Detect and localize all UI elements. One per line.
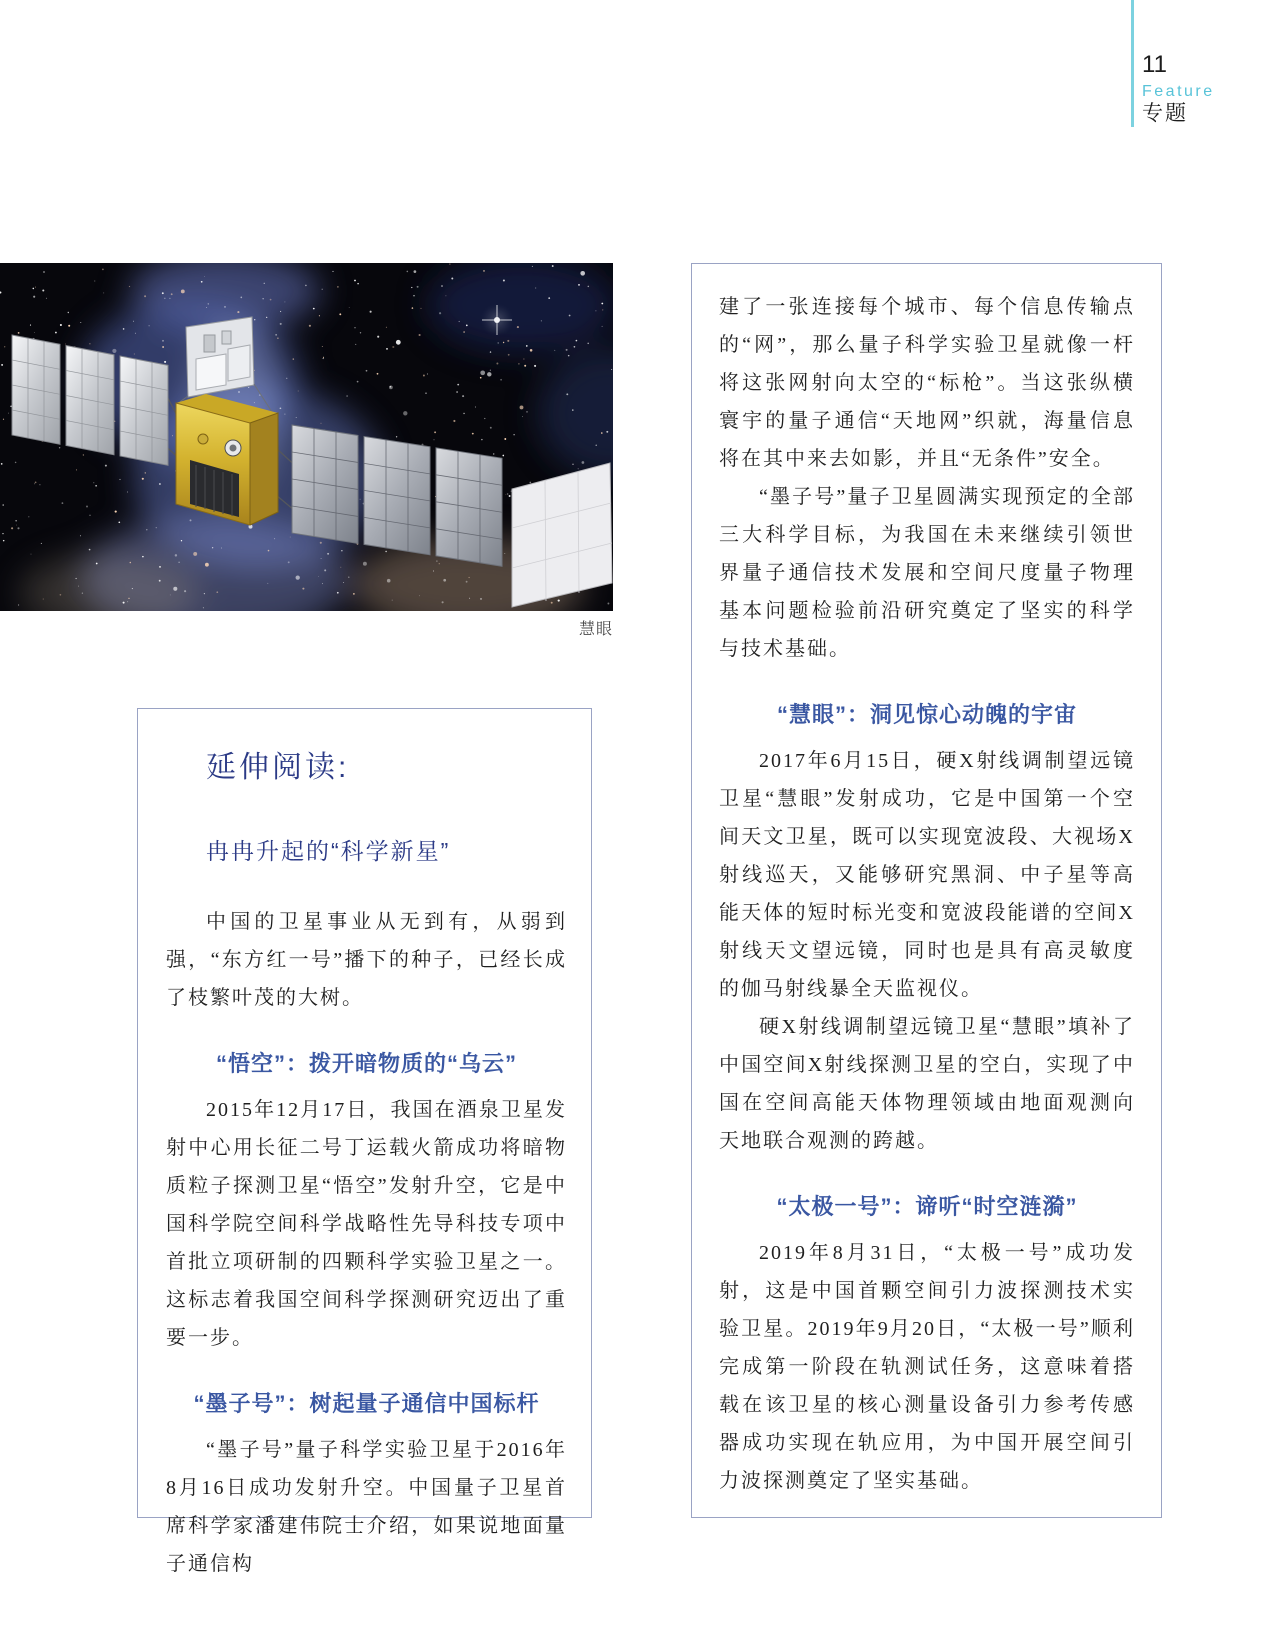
section-heading: “慧眼”：洞见惊心动魄的宇宙	[776, 702, 1077, 727]
body-paragraph: 2019年8月31日，“太极一号”成功发射，这是中国首颗空间引力波探测技术实验卫星。2019年9月20日，“太极一号”顺利完成第一阶段在轨测试任务，这意味着搭载在该卫星的核心测量设备引力参考传感器成功实现在轨应用，为中国开展空间引力波探测奠定了坚实基础。	[719, 1242, 1135, 1492]
body-paragraph: 建了一张连接每个城市、每个信息传输点的“网”，那么量子科学实验卫星就像一杆将这张网射向太空的“标枪”。当这张纵横寰宇的量子通信“天地网”织就，海量信息将在其中来去如影，并且“无条件”安全。	[719, 296, 1135, 470]
extended-reading-box	[137, 708, 592, 1575]
page-number: 11	[1142, 51, 1167, 78]
article-content	[719, 288, 1135, 1500]
figure-caption: 慧眼	[578, 621, 613, 638]
reading-box-content	[166, 903, 567, 1583]
body-paragraph: 中国的卫星事业从无到有，从弱到强，“东方红一号”播下的种子，已经长成了枝繁叶茂的大树。	[166, 911, 567, 1009]
section-heading: “墨子号”：树起量子通信中国标杆	[193, 1391, 540, 1416]
section-heading: “悟空”：拨开暗物质的“乌云”	[215, 1051, 517, 1076]
hero-figure	[0, 263, 613, 639]
section-accent-line	[1131, 0, 1134, 127]
body-paragraph: 2015年12月17日，我国在酒泉卫星发射中心用长征二号丁运载火箭成功将暗物质粒子探测卫星“悟空”发射升空，它是中国科学院空间科学战略性先导科技专项中首批立项研制的四颗科学实验卫星之一。这标志着我国空间科学探测研究迈出了重要一步。	[166, 1099, 567, 1349]
reading-box-subtitle: 冉冉升起的“科学新星”	[206, 838, 451, 864]
reading-box-title: 延伸阅读:	[206, 751, 350, 784]
article-column-box	[691, 263, 1162, 1518]
section-label-en: Feature	[1142, 83, 1215, 100]
section-label-zh: 专题	[1142, 102, 1188, 125]
section-heading: “太极一号”：谛听“时空涟漪”	[776, 1194, 1078, 1219]
satellite-illustration	[0, 263, 613, 611]
body-paragraph: “墨子号”量子科学实验卫星于2016年8月16日成功发射升空。中国量子卫星首席科学家潘建伟院士介绍，如果说地面量子通信构	[166, 1439, 567, 1575]
body-paragraph: 2017年6月15日，硬X射线调制望远镜卫星“慧眼”发射成功，它是中国第一个空间天文卫星，既可以实现宽波段、大视场X射线巡天，又能够研究黑洞、中子星等高能天体的短时标光变和宽波段能谱的空间X射线天文望远镜，同时也是具有高灵敏度的伽马射线暴全天监视仪。	[719, 750, 1135, 1000]
body-paragraph: 硬X射线调制望远镜卫星“慧眼”填补了中国空间X射线探测卫星的空白，实现了中国在空间高能天体物理领域由地面观测向天地联合观测的跨越。	[719, 1016, 1135, 1152]
body-paragraph: “墨子号”量子卫星圆满实现预定的全部三大科学目标，为我国在未来继续引领世界量子通信技术发展和空间尺度量子物理基本问题检验前沿研究奠定了坚实的科学与技术基础。	[719, 486, 1135, 660]
